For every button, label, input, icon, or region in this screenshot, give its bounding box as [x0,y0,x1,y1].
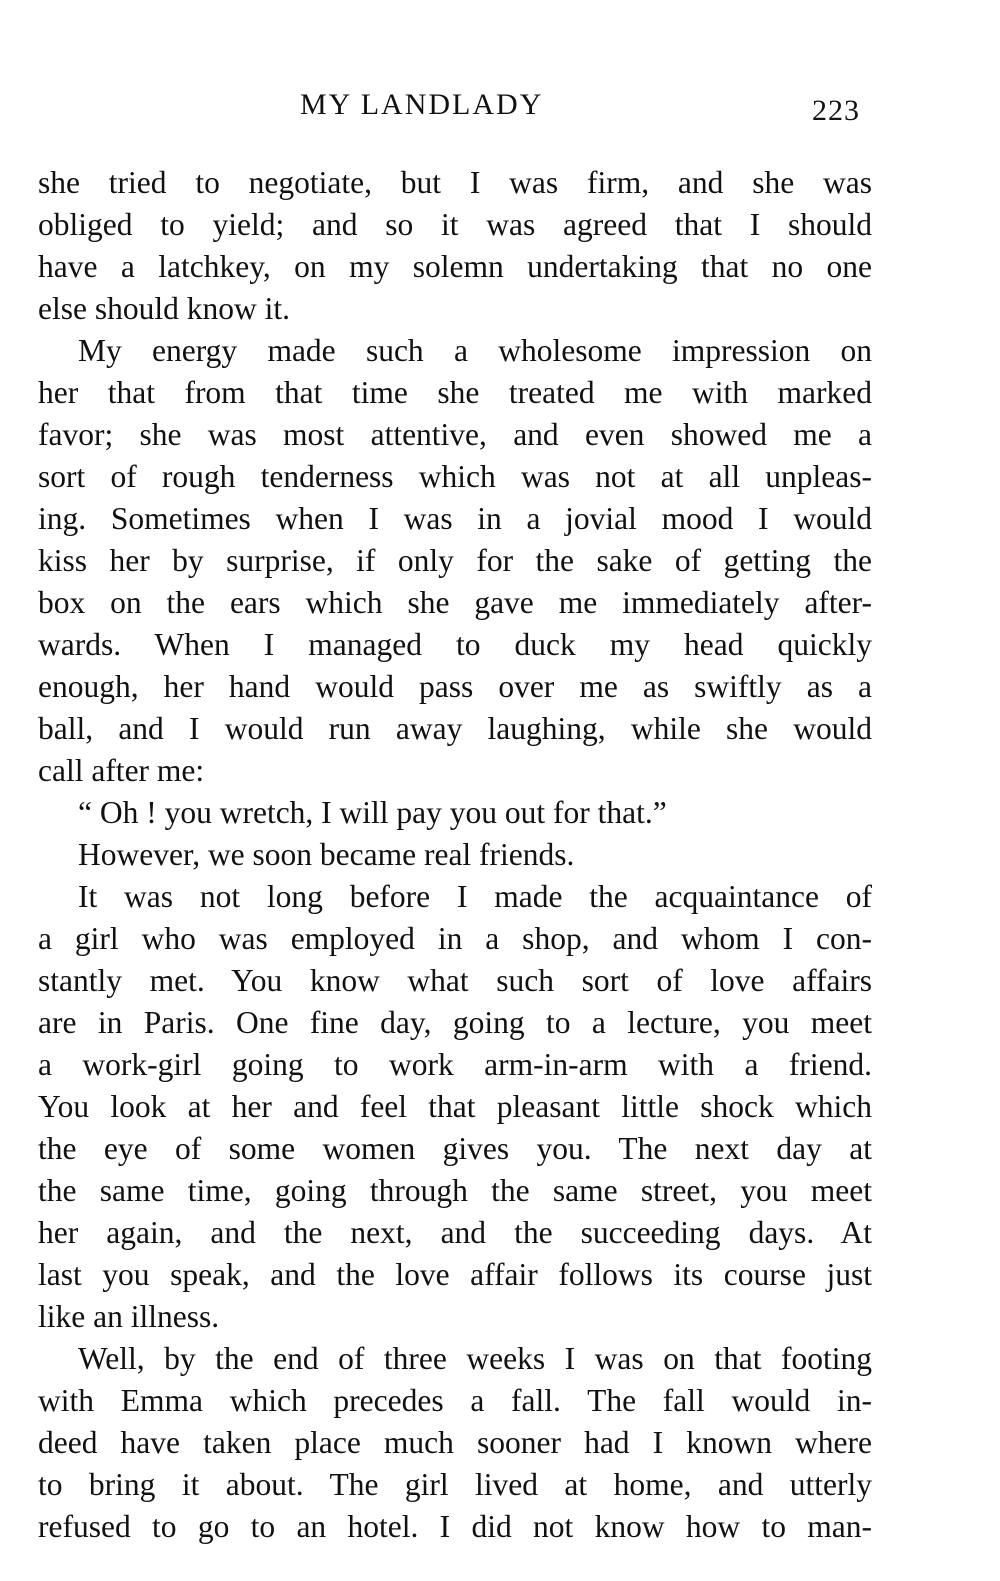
text-line: You look at her and feel that pleasant little shock which [38,1089,872,1124]
running-head [0,88,1000,132]
text-line: she tried to negotiate, but I was firm, and she was [38,165,872,200]
text-line: else should know it. [38,291,290,326]
text-line: to bring it about. The girl lived at home, and utterly [38,1467,872,1502]
text-line: wards. When I managed to duck my head quickly [38,627,872,662]
text-line: sort of rough tenderness which was not at all unpleas- [38,459,872,494]
text-line: call after me: [38,753,205,788]
text-line: stantly met. You know what such sort of love affairs [38,963,872,998]
text-line: “ Oh ! you wretch, I will pay you out for that.” [78,795,667,830]
text-line: the eye of some women gives you. The next day at [38,1131,872,1166]
text-line: enough, her hand would pass over me as swiftly as a [38,669,872,704]
text-line: a work-girl going to work arm-in-arm with a friend. [38,1047,872,1082]
text-line: favor; she was most attentive, and even showed me a [38,417,872,452]
page-number: 223 [812,94,860,127]
text-line: Well, by the end of three weeks I was on that footing [78,1341,872,1376]
text-line: with Emma which precedes a fall. The fall would in- [38,1383,872,1418]
text-line: a girl who was employed in a shop, and whom I con- [38,921,872,956]
text-line: like an illness. [38,1299,220,1334]
text-line: her again, and the next, and the succeeding days. At [38,1215,872,1250]
text-line: refused to go to an hotel. I did not know how to man- [38,1509,872,1544]
text-line: kiss her by surprise, if only for the sake of getting the [38,543,872,578]
text-line: It was not long before I made the acquaintance of [78,879,872,914]
text-line: However, we soon became real friends. [78,837,575,872]
text-line: have a latchkey, on my solemn undertaking that no one [38,249,872,284]
text-line: My energy made such a wholesome impression on [78,333,872,368]
text-line: the same time, going through the same street, you meet [38,1173,872,1208]
text-line: last you speak, and the love affair follows its course just [38,1257,872,1292]
text-line: ball, and I would run away laughing, while she would [38,711,872,746]
running-title: MY LANDLADY [300,88,544,121]
text-line: her that from that time she treated me with marked [38,375,872,410]
text-line: box on the ears which she gave me immediately after- [38,585,872,620]
text-line: are in Paris. One fine day, going to a lecture, you meet [38,1005,872,1040]
text-line: obliged to yield; and so it was agreed that I should [38,207,872,242]
body-text [38,162,872,1548]
text-line: deed have taken place much sooner had I known where [38,1425,872,1460]
text-line: ing. Sometimes when I was in a jovial mood I would [38,501,872,536]
